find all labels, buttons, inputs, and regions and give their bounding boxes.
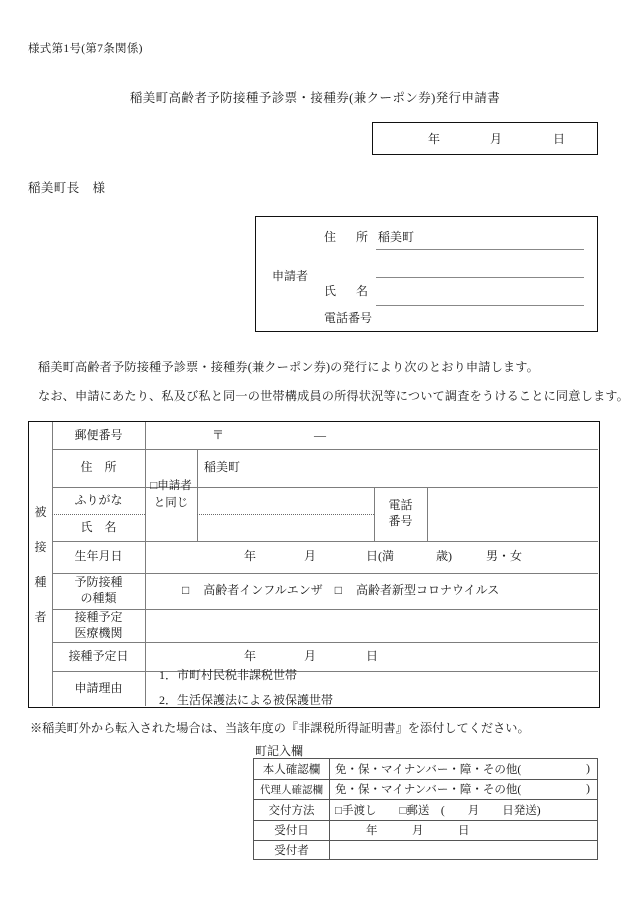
vaccine-type-label-line2: の種類	[80, 591, 117, 605]
form-number: 様式第1号(第7条関係)	[28, 43, 143, 55]
paragraph-application: 稲美町高齢者予防接種予診票・接種券(兼クーポン券)の発行により次のとおり申請します。	[38, 360, 539, 374]
town-row-label-agent: 代理人確認欄	[260, 784, 323, 796]
row-value-birthdate[interactable]	[145, 541, 598, 573]
birth-day-age-label: 日(満	[366, 549, 395, 564]
applicant-tel-label: 電話番号	[324, 311, 373, 325]
row-label-vaccine-type	[52, 573, 145, 609]
row-label-address: 住 所	[80, 460, 117, 475]
same-as-applicant-checkbox-cell[interactable]	[145, 449, 197, 541]
town-use-table	[253, 758, 598, 860]
vaccine-covid-label: 高齢者新型コロナウイルス	[356, 583, 500, 598]
plan-month-label: 月	[304, 648, 317, 663]
subject-char-1: 被	[34, 505, 47, 519]
postal-separator: —	[314, 427, 327, 442]
addressee: 稲美町長 様	[28, 181, 106, 195]
row-label-postal: 郵便番号	[74, 427, 123, 442]
birth-age-unit-label: 歳)	[436, 549, 453, 564]
town-row-value-identity[interactable]	[330, 759, 598, 779]
attachment-note: ※稲美町外から転入された場合は、当該年度の『非課税所得証明書』を添付してください。	[30, 721, 530, 735]
town-row-value-receiver[interactable]	[330, 840, 598, 860]
applicant-name-rule-bottom	[376, 305, 584, 306]
row-value-postal[interactable]	[197, 422, 598, 449]
paragraph-consent: なお、申請にあたり、私及び私と同一の世帯構成員の所得状況等について調査をうけることに同意します。	[38, 389, 629, 403]
row-label-furigana: ふりがな	[74, 492, 123, 507]
town-row-value-received-date[interactable]: 年 月 日	[366, 825, 470, 837]
row-value-tel[interactable]	[427, 487, 598, 541]
row-value-vaccine-type[interactable]	[145, 573, 598, 609]
row-label-reason: 申請理由	[74, 680, 123, 695]
subject-char-2: 接	[34, 540, 47, 554]
town-row-label-delivery: 交付方法	[268, 804, 315, 817]
row-label-clinic	[52, 609, 145, 642]
date-month-label: 月	[490, 132, 503, 146]
applicant-address-value: 稲美町	[378, 230, 415, 244]
town-row-value-agent[interactable]	[330, 779, 598, 799]
date-year-label: 年	[428, 132, 441, 146]
vaccine-covid-checkbox-icon[interactable]: □	[334, 583, 343, 598]
date-box-inner	[373, 123, 597, 154]
row-label-birthdate: 生年月日	[74, 549, 123, 564]
plan-year-label: 年	[244, 648, 257, 663]
identity-close-paren: )	[586, 763, 590, 775]
reason-option-2[interactable]: 2．生活保護法による被保護世帯	[159, 693, 334, 707]
clinic-label-line2: 医療機関	[74, 625, 123, 640]
checkbox-icon[interactable]: □	[150, 480, 158, 493]
birth-year-label: 年	[244, 549, 257, 564]
gender-label[interactable]: 男・女	[486, 549, 523, 564]
postal-mark-icon: 〒	[212, 427, 225, 442]
subject-char-4: 者	[34, 610, 47, 624]
subject-char-3: 種	[34, 575, 47, 589]
applicant-address-label: 住 所	[324, 230, 373, 244]
tel-label-line2: 番号	[388, 514, 413, 528]
vaccine-type-label-line1: 予防接種	[74, 575, 123, 590]
town-section-label: 町記入欄	[255, 744, 304, 758]
agent-close-paren: )	[586, 783, 590, 795]
birth-month-label: 月	[304, 549, 317, 564]
vaccine-flu-label: 高齢者インフルエンザ	[203, 583, 323, 598]
row-label-plan-date: 接種予定日	[68, 648, 129, 663]
town-row-label-received-date: 受付日	[274, 825, 309, 837]
applicant-name-rule-top	[376, 277, 584, 278]
row-value-plan-date[interactable]	[145, 642, 598, 671]
same-as-applicant-line2: と同じ	[153, 497, 189, 509]
subject-info-table	[28, 421, 600, 708]
applicant-name-label: 氏 名	[324, 284, 373, 298]
row-value-clinic[interactable]	[145, 609, 598, 642]
row-value-reason[interactable]	[145, 668, 598, 707]
applicant-label: 申請者	[272, 269, 309, 283]
same-as-applicant-inner	[150, 478, 191, 511]
town-row-label-receiver: 受付者	[274, 845, 309, 857]
row-label-name: 氏 名	[80, 519, 117, 534]
subject-vertical-label	[29, 422, 52, 706]
same-as-applicant-line1: 申請者	[157, 480, 192, 493]
tel-label-line1: 電話	[388, 498, 413, 513]
vaccine-flu-checkbox-icon[interactable]: □	[182, 583, 190, 598]
town-row-label-identity: 本人確認欄	[262, 764, 321, 776]
date-day-label: 日	[553, 132, 566, 146]
agent-options: 免・保・マイナンバー・障・その他(	[335, 784, 522, 796]
date-box[interactable]	[372, 122, 598, 155]
identity-options: 免・保・マイナンバー・障・その他(	[335, 764, 522, 776]
page-title: 稲美町高齢者予防接種予診票・接種券(兼クーポン券)発行申請書	[129, 91, 501, 105]
town-row-value-delivery[interactable]: □手渡し □郵送 ( 月 日発送)	[335, 804, 541, 817]
applicant-address-rule	[376, 249, 584, 250]
reason-option-1[interactable]: 1．市町村民税非課税世帯	[159, 668, 298, 683]
row-value-address[interactable]: 稲美町	[204, 460, 241, 475]
tel-label-cell	[374, 487, 427, 541]
plan-day-label: 日	[366, 648, 379, 663]
row-value-furigana-name[interactable]	[197, 487, 374, 541]
clinic-label-line1: 接種予定	[74, 609, 123, 624]
applicant-box[interactable]	[255, 216, 598, 332]
